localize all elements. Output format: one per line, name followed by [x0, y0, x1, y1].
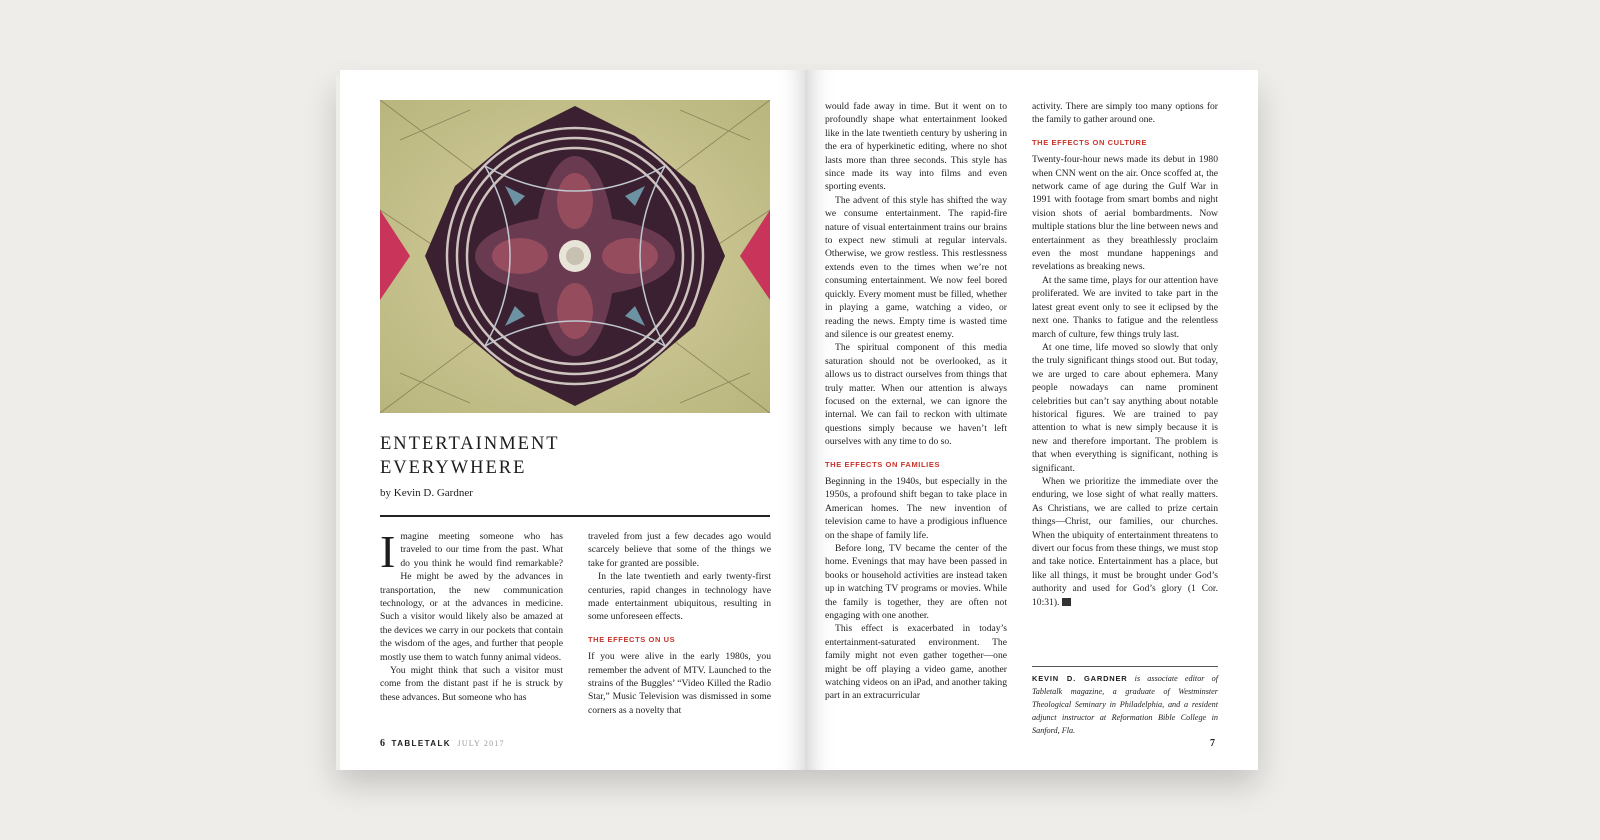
col4-paragraph-1: activity. There are simply too many options for the family to gather around one. [1032, 101, 1218, 126]
col3-paragraph-2: The advent of this style has shifted the way we consume entertainment. The rapid-fire nature of visual entertainment trains our brains to expect new stimuli at regular intervals. Otherwise, we grow restless. This restlessness extends even to the times when we’re not consuming entertainment. We now feel bored quickly. Every moment must be filled, whether in playing a game, watching a video, or reading the news. Empty time is wasted time and silence is our greatest enemy. [825, 194, 1007, 340]
left-page-number: 6 [380, 738, 385, 749]
kaleidoscope-illustration [380, 100, 770, 413]
drop-cap: I [380, 526, 396, 577]
section-heading-effects-on-families: THE EFFECTS ON FAMILIES [825, 459, 941, 469]
col3-paragraph-1: would fade away in time. But it went on to profoundly shape what entertainment looked like in the late twentieth century by ushering in the era of hyperkinetic editing, where no shot lasts more than three seconds. This style has since made its way into films and even sporting events. [825, 101, 1007, 193]
col4-paragraph-4: At one time, life moved so slowly that only the truly significant things stood out. But today, we are urged to care about ephemera. Many people nowadays can name prominent celebrities but can’t say anything about notable historical figures. We are trained to pay attention to what is new simply because it is new and therefore important. The problem is that when everything is significant, nothing is significant. [1032, 341, 1218, 474]
title-rule [380, 515, 770, 517]
col2-paragraph-1: traveled from just a few decades ago would scarcely believe that some of the things we take for granted are possible. [588, 531, 771, 569]
column-3 [825, 100, 1007, 703]
col3-paragraph-3: The spiritual component of this media saturation should not be overlooked, as it allows us to distract ourselves from things that truly matter. When our attention is always focused on the external, we can ignore the internal. We can fail to reckon with ultimate questions simply because we haven’t left ourselves with any time to do so. [825, 342, 1007, 448]
magazine-name: TABLETALK [391, 739, 451, 748]
col3-paragraph-5: Before long, TV became the center of the home. Evenings that may have been passed in books or household activities are instead taken up in watching TV programs or movies. While the family is together, they are often not engaging with one another. [825, 543, 1007, 622]
bio-text: is associate editor of Tabletalk magazine, a graduate of Westminster Theological Seminary in Philadelphia, and a resident adjunct instructor at Reformation Bible College in Sanford, Fla. [1032, 674, 1219, 735]
bio-author-name: KEVIN D. GARDNER [1032, 674, 1128, 683]
col3-paragraph-4: Beginning in the 1940s, but especially in the 1950s, a profound shift began to take place in American homes. The new invention of television came to have a prodigious influence on the shape of family life. [825, 475, 1007, 541]
article-title [380, 432, 560, 480]
col2-paragraph-3: If you were alive in the early 1980s, you remember the advent of MTV. Launched to the strains of the Buggles’ “Video Killed the Radio Star,” Music Television was dismissed in some corners as a novelty that [588, 651, 771, 716]
bio-rule [1032, 666, 1218, 667]
col1-paragraph-1: Imagine meeting someone who has traveled to our time from the past. What do you think he would find remarkable? He might be awed by the advances in transportation, the new communication technology, or at the advances in medicine. Such a visitor would likely also be amazed at the devices we carry in our pockets that contain the wisdom of the ages, and further that people mostly use them to watch funny animal videos. [380, 526, 563, 663]
author-bio [1032, 672, 1218, 737]
section-heading-effects-on-culture: THE EFFECTS ON CULTURE [1032, 137, 1148, 147]
col4-paragraph-2: Twenty-four-hour news made its debut in 1980 when CNN went on the air. Once scoffed at, the network came of age during the Gulf War in 1991 with footage from smart bombs and night vision shots of aerial bombardments. Now multiple stations blur the line between news and entertainment as they breathlessly proclaim even the most mundane happenings and revelations as breaking news. [1032, 154, 1218, 273]
col2-paragraph-2: In the late twentieth and early twenty-first centuries, rapid changes in technology have made entertainment ubiquitous, resulting in some unforeseen effects. [588, 571, 771, 623]
column-4 [1032, 100, 1218, 609]
right-folio [1210, 738, 1215, 749]
right-page-number: 7 [1210, 738, 1215, 749]
title-line-2: EVERYWHERE [380, 458, 527, 478]
byline: by Kevin D. Gardner [380, 487, 473, 499]
col3-paragraph-6: This effect is exacerbated in today’s entertainment-saturated environment. The family might not even gather together—one might be off playing a video game, another watching videos on an iPad, and another taking part in an extracurricular [825, 623, 1007, 702]
section-heading-effects-on-us: THE EFFECTS ON US [588, 634, 676, 644]
col1-paragraph-2: You might think that such a visitor must come from the distant past if he is struck by these advances. But someone who has [380, 665, 563, 703]
end-mark-icon: T [1062, 598, 1071, 606]
col4-paragraph-5: When we prioritize the immediate over the enduring, we lose sight of what really matters. As Christians, we are called to prize certain things—Christ, our families, our churches. When the ubiquity of entertainment threatens to divert our focus from these things, we must stop and take notice. Entertainment has a place, but like all things, it must be brought under God’s authority and used for God’s glory (1 Cor. 10:31). T [1032, 475, 1218, 608]
issue-date: JULY 2017 [457, 739, 505, 748]
col4-paragraph-3: At the same time, plays for our attention have proliferated. We are invited to take part in the latest great event only to see it eclipsed by the next one. Thanks to fatigue and the relentless march of culture, few things truly last. [1032, 274, 1218, 340]
column-2 [588, 530, 771, 717]
left-folio [380, 738, 505, 749]
title-line-1: ENTERTAINMENT [380, 434, 560, 454]
column-1 [380, 526, 563, 704]
